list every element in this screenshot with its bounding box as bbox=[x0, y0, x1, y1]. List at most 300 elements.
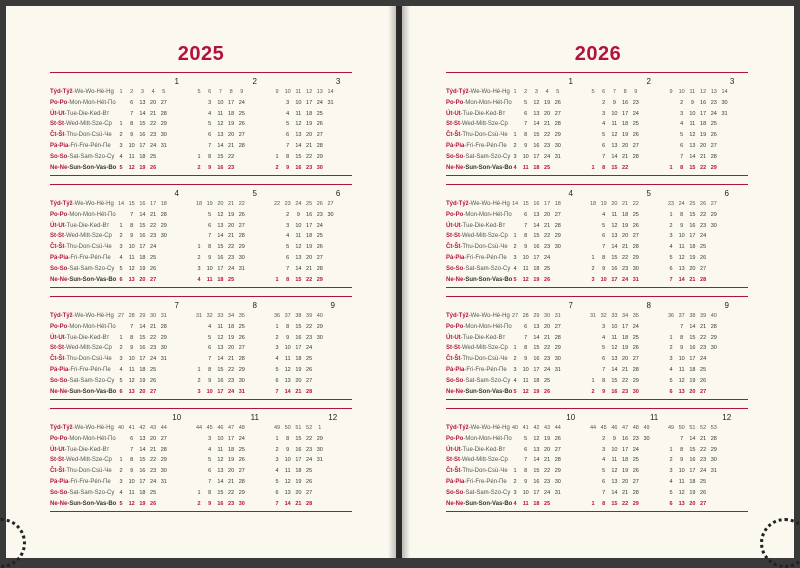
day-number: 4 bbox=[208, 110, 212, 117]
day-number: 1 bbox=[513, 468, 517, 475]
day-number: 17 bbox=[622, 446, 629, 453]
row-label-prefix: St-St bbox=[446, 121, 460, 128]
row-label-rest: -Mon-Mon-Hét-По bbox=[463, 435, 512, 442]
day-number: 3 bbox=[513, 489, 517, 496]
week-number: 34 bbox=[228, 313, 235, 319]
day-number: 12 bbox=[533, 99, 540, 106]
row-label bbox=[50, 255, 111, 261]
day-number: 24 bbox=[700, 356, 707, 363]
left-page bbox=[6, 6, 396, 558]
day-number: 7 bbox=[286, 265, 290, 272]
day-number: 8 bbox=[208, 367, 212, 373]
row-label-rest: -We-Wo-Hé-Hg bbox=[468, 313, 510, 319]
week-number: 22 bbox=[632, 201, 639, 207]
day-number: 11 bbox=[522, 377, 529, 384]
month-number: 9 bbox=[724, 301, 729, 310]
day-number: 23 bbox=[632, 435, 639, 442]
week-number: 25 bbox=[306, 201, 313, 207]
day-number: 3 bbox=[591, 276, 595, 283]
row-label-prefix: Pá-Pia bbox=[446, 255, 465, 261]
month-number: 8 bbox=[646, 301, 651, 310]
day-number: 6 bbox=[524, 110, 528, 117]
day-number: 26 bbox=[700, 377, 707, 384]
day-number: 19 bbox=[139, 164, 146, 171]
day-number: 11 bbox=[611, 457, 618, 464]
day-number: 30 bbox=[643, 435, 650, 442]
day-number: 12 bbox=[295, 244, 302, 251]
day-number: 21 bbox=[622, 153, 629, 160]
day-number: 4 bbox=[119, 255, 123, 261]
day-number: 21 bbox=[700, 153, 707, 160]
day-number: 11 bbox=[128, 489, 135, 496]
day-number: 13 bbox=[611, 143, 618, 149]
day-number: 21 bbox=[306, 265, 313, 272]
month-number: 12 bbox=[328, 413, 338, 422]
day-number: 16 bbox=[689, 345, 696, 352]
day-number: 20 bbox=[689, 388, 696, 395]
day-number: 7 bbox=[130, 446, 134, 453]
week-number: 33 bbox=[611, 313, 618, 319]
day-number: 9 bbox=[602, 265, 606, 272]
row-label-rest: -Fri-Fre-Pén-Пe bbox=[68, 367, 111, 373]
day-number: 6 bbox=[602, 479, 606, 485]
day-number: 19 bbox=[622, 222, 629, 229]
day-number: 15 bbox=[217, 153, 224, 160]
day-number: 2 bbox=[513, 143, 517, 149]
day-number: 3 bbox=[602, 323, 606, 330]
day-number: 28 bbox=[710, 323, 717, 330]
day-number: 17 bbox=[306, 222, 313, 229]
row-label bbox=[50, 367, 111, 373]
day-number: 15 bbox=[139, 121, 146, 128]
day-number: 10 bbox=[611, 110, 618, 117]
year-title-2026: 2026 bbox=[574, 43, 622, 65]
day-number: 24 bbox=[544, 255, 551, 261]
day-number: 29 bbox=[238, 367, 245, 373]
day-number: 6 bbox=[524, 323, 528, 330]
row-label-rest: -Wed-Mitt-Sze-Cp bbox=[64, 233, 112, 240]
row-label bbox=[446, 277, 512, 283]
row-label-rest: -Sun-Son-Vas-Bo bbox=[463, 388, 513, 395]
row-label bbox=[446, 255, 507, 261]
row-label-prefix: Čt-Št bbox=[446, 356, 461, 363]
day-number: 23 bbox=[622, 388, 629, 395]
day-number: 7 bbox=[524, 222, 528, 229]
day-number: 19 bbox=[533, 388, 540, 395]
day-number: 7 bbox=[602, 153, 606, 160]
row-label-rest: -Tue-Die-Ked-Bт bbox=[460, 222, 506, 229]
row-label bbox=[446, 436, 512, 442]
day-number: 19 bbox=[689, 377, 696, 384]
day-number: 8 bbox=[286, 276, 290, 283]
day-number: 17 bbox=[611, 276, 618, 283]
week-number: 20 bbox=[611, 201, 618, 207]
day-number: 6 bbox=[275, 377, 279, 384]
day-number: 17 bbox=[139, 479, 146, 485]
day-number: 7 bbox=[524, 334, 528, 341]
day-number: 29 bbox=[316, 435, 323, 442]
day-number: 29 bbox=[160, 121, 167, 128]
day-number: 8 bbox=[680, 334, 684, 341]
row-label bbox=[446, 324, 512, 330]
day-number: 22 bbox=[306, 435, 313, 442]
day-number: 23 bbox=[228, 255, 235, 261]
day-number: 13 bbox=[611, 479, 618, 485]
day-number: 19 bbox=[622, 468, 629, 475]
day-number: 16 bbox=[689, 457, 696, 464]
row-label-prefix: Po-Po bbox=[50, 323, 68, 330]
day-number: 31 bbox=[238, 388, 245, 395]
day-number: 6 bbox=[275, 489, 279, 496]
day-number: 28 bbox=[160, 110, 167, 117]
day-number: 10 bbox=[128, 143, 135, 149]
day-number: 29 bbox=[632, 255, 639, 261]
day-number: 30 bbox=[238, 500, 245, 507]
day-number: 3 bbox=[669, 468, 673, 475]
row-label bbox=[446, 143, 507, 149]
day-number: 7 bbox=[286, 143, 290, 149]
day-number: 24 bbox=[238, 99, 245, 106]
day-number: 5 bbox=[602, 132, 606, 139]
day-number: 23 bbox=[306, 446, 313, 453]
day-number: 14 bbox=[139, 446, 146, 453]
week-number: 9 bbox=[669, 89, 673, 95]
day-number: 20 bbox=[228, 222, 235, 229]
row-label-rest: -Fri-Fre-Pén-Пe bbox=[68, 143, 111, 149]
row-label-rest: -Mon-Mon-Hét-По bbox=[463, 211, 512, 218]
day-number: 4 bbox=[513, 164, 517, 171]
day-number: 21 bbox=[544, 457, 551, 464]
month-number: 1 bbox=[174, 77, 179, 86]
day-number: 22 bbox=[306, 276, 313, 283]
row-label-prefix: Ne-Ne bbox=[446, 276, 464, 283]
day-number: 4 bbox=[669, 479, 673, 485]
day-number: 26 bbox=[238, 121, 245, 128]
week-number: 39 bbox=[306, 313, 313, 319]
row-label bbox=[446, 367, 507, 373]
day-number: 5 bbox=[208, 211, 212, 218]
day-number: 16 bbox=[217, 377, 224, 384]
day-number: 22 bbox=[306, 153, 313, 160]
row-label bbox=[446, 132, 508, 138]
day-number: 3 bbox=[669, 356, 673, 363]
row-label bbox=[446, 501, 512, 507]
block-bottom-rule bbox=[446, 511, 748, 512]
day-number: 30 bbox=[554, 244, 561, 251]
day-number: 28 bbox=[160, 446, 167, 453]
week-number: 25 bbox=[689, 201, 696, 207]
week-number: 43 bbox=[150, 425, 157, 431]
day-number: 7 bbox=[680, 153, 684, 160]
week-number: 3 bbox=[534, 89, 538, 95]
row-label-rest: -Tue-Die-Ked-Bт bbox=[64, 334, 110, 341]
day-number: 1 bbox=[197, 489, 201, 496]
day-number: 22 bbox=[150, 121, 157, 128]
week-number: 42 bbox=[139, 425, 146, 431]
day-number: 20 bbox=[544, 211, 551, 218]
day-number: 23 bbox=[228, 377, 235, 384]
day-number: 23 bbox=[700, 222, 707, 229]
row-label bbox=[50, 121, 112, 127]
day-number: 23 bbox=[700, 457, 707, 464]
day-number: 22 bbox=[228, 367, 235, 373]
week-number: 13 bbox=[710, 89, 717, 95]
day-number: 9 bbox=[286, 446, 290, 453]
block-top-rule bbox=[50, 72, 352, 73]
day-number: 27 bbox=[316, 255, 323, 261]
row-label bbox=[50, 89, 114, 95]
day-number: 11 bbox=[128, 367, 135, 373]
day-number: 1 bbox=[591, 500, 595, 507]
day-number: 11 bbox=[128, 153, 135, 160]
day-number: 23 bbox=[150, 345, 157, 352]
week-number: 14 bbox=[117, 201, 125, 207]
day-number: 29 bbox=[160, 222, 167, 229]
day-number: 30 bbox=[554, 143, 561, 149]
day-number: 10 bbox=[678, 468, 685, 475]
row-label bbox=[50, 457, 112, 463]
row-label bbox=[50, 468, 112, 474]
row-label-rest: -Wed-Mitt-Sze-Cp bbox=[460, 233, 508, 240]
week-number: 38 bbox=[295, 313, 302, 319]
day-number: 7 bbox=[208, 356, 212, 363]
row-label-rest: -Wed-Mitt-Sze-Cp bbox=[460, 457, 508, 464]
day-number: 5 bbox=[602, 345, 606, 352]
row-label-rest: -Fri-Fre-Pén-Пe bbox=[464, 367, 507, 373]
day-number: 18 bbox=[228, 110, 235, 117]
day-number: 27 bbox=[700, 500, 707, 507]
week-number: 32 bbox=[600, 313, 607, 319]
day-number: 24 bbox=[632, 323, 639, 330]
day-number: 3 bbox=[602, 110, 606, 117]
day-number: 7 bbox=[524, 457, 528, 464]
week-number: 9 bbox=[240, 89, 244, 95]
day-number: 6 bbox=[602, 356, 606, 363]
row-label-rest: -Tue-Die-Ked-Bт bbox=[460, 110, 506, 117]
row-label-prefix: Čt-Št bbox=[446, 468, 461, 475]
day-number: 5 bbox=[208, 334, 212, 341]
week-number: 5 bbox=[556, 89, 560, 95]
block-top-rule bbox=[50, 408, 352, 409]
week-number: 35 bbox=[238, 313, 245, 319]
block-bottom-rule bbox=[50, 511, 352, 512]
week-number: 14 bbox=[511, 201, 519, 207]
row-label bbox=[446, 425, 510, 431]
day-number: 25 bbox=[228, 276, 235, 283]
row-label bbox=[446, 457, 508, 463]
day-number: 24 bbox=[544, 367, 551, 373]
row-label-rest: -Sun-Son-Vas-Bo bbox=[67, 276, 117, 283]
week-number: 10 bbox=[284, 89, 291, 95]
day-number: 27 bbox=[554, 110, 561, 117]
month-number: 3 bbox=[729, 77, 735, 86]
week-number: 44 bbox=[195, 425, 203, 431]
week-number: 4 bbox=[151, 89, 155, 95]
day-number: 10 bbox=[678, 356, 685, 363]
day-number: 3 bbox=[275, 457, 279, 464]
day-number: 13 bbox=[678, 500, 685, 507]
day-number: 22 bbox=[700, 446, 707, 453]
day-number: 18 bbox=[139, 367, 146, 373]
day-number: 2 bbox=[197, 500, 201, 507]
row-label bbox=[50, 479, 111, 485]
day-number: 23 bbox=[150, 132, 157, 139]
block-bottom-rule bbox=[446, 175, 748, 176]
day-number: 15 bbox=[611, 255, 618, 261]
week-number: 39 bbox=[700, 313, 707, 319]
week-number: 43 bbox=[544, 425, 551, 431]
row-label-rest: -Thu-Don-Csü-Чe bbox=[64, 244, 112, 251]
day-number: 27 bbox=[554, 211, 561, 218]
day-number: 17 bbox=[533, 153, 540, 160]
row-label bbox=[446, 233, 508, 239]
row-label-rest: -We-Wo-Hé-Hg bbox=[72, 313, 114, 319]
row-label bbox=[50, 425, 114, 431]
day-number: 26 bbox=[306, 367, 313, 373]
row-label-prefix: Čt-Št bbox=[50, 468, 65, 475]
row-label bbox=[446, 490, 510, 496]
day-number: 2 bbox=[602, 435, 606, 442]
day-number: 1 bbox=[119, 457, 123, 464]
day-number: 30 bbox=[160, 345, 167, 352]
row-label-prefix: Po-Po bbox=[50, 435, 68, 442]
week-number: 41 bbox=[128, 425, 135, 431]
row-label bbox=[50, 447, 109, 453]
day-number: 21 bbox=[228, 143, 235, 149]
month-number: 4 bbox=[174, 189, 179, 198]
row-label-prefix: Po-Po bbox=[446, 211, 464, 218]
day-number: 28 bbox=[554, 121, 561, 128]
week-number: 44 bbox=[589, 425, 597, 431]
day-number: 26 bbox=[150, 265, 157, 272]
day-number: 19 bbox=[306, 244, 313, 251]
row-label-prefix: So-So bbox=[446, 489, 464, 496]
day-number: 24 bbox=[632, 446, 639, 453]
week-number: 12 bbox=[700, 89, 707, 95]
day-number: 6 bbox=[130, 99, 134, 106]
row-label bbox=[446, 389, 512, 395]
day-number: 25 bbox=[544, 500, 551, 507]
week-number: 18 bbox=[195, 201, 203, 207]
day-number: 28 bbox=[238, 356, 245, 363]
day-number: 31 bbox=[554, 489, 561, 496]
day-number: 28 bbox=[238, 143, 245, 149]
week-number: 50 bbox=[284, 425, 291, 431]
day-number: 29 bbox=[554, 345, 561, 352]
day-number: 8 bbox=[680, 446, 684, 453]
row-label bbox=[446, 244, 508, 250]
day-number: 25 bbox=[544, 164, 551, 171]
day-number: 28 bbox=[554, 222, 561, 229]
day-number: 4 bbox=[669, 244, 673, 251]
row-label-rest: -Wed-Mitt-Sze-Cp bbox=[64, 457, 112, 464]
day-number: 18 bbox=[700, 121, 707, 128]
row-label-rest: -We-Wo-Hé-Hg bbox=[468, 425, 510, 431]
day-number: 13 bbox=[284, 377, 291, 384]
week-number: 19 bbox=[206, 201, 213, 207]
day-number: 26 bbox=[150, 377, 157, 384]
day-number: 16 bbox=[295, 446, 302, 453]
week-number: 40 bbox=[710, 313, 717, 319]
day-number: 29 bbox=[710, 446, 717, 453]
day-number: 11 bbox=[611, 121, 618, 128]
day-number: 12 bbox=[678, 489, 685, 496]
week-number: 1 bbox=[318, 425, 322, 431]
day-number: 2 bbox=[119, 132, 123, 139]
day-number: 20 bbox=[295, 489, 302, 496]
week-number: 36 bbox=[667, 313, 675, 319]
day-number: 24 bbox=[316, 222, 323, 229]
day-number: 11 bbox=[522, 164, 529, 171]
day-number: 27 bbox=[632, 143, 639, 149]
row-label-rest: -Tue-Die-Ked-Bт bbox=[64, 446, 110, 453]
row-label-prefix: Út-Ut bbox=[446, 222, 461, 229]
day-number: 20 bbox=[689, 500, 696, 507]
day-number: 10 bbox=[295, 222, 302, 229]
day-number: 16 bbox=[533, 356, 540, 363]
day-number: 3 bbox=[119, 143, 123, 149]
day-number: 17 bbox=[217, 388, 224, 395]
day-number: 12 bbox=[689, 132, 696, 139]
day-number: 15 bbox=[611, 500, 618, 507]
row-label-rest: -Sat-Sam-Szo-Cy bbox=[463, 153, 511, 160]
row-label-rest: -Thu-Don-Csü-Чe bbox=[460, 468, 508, 475]
day-number: 4 bbox=[208, 446, 212, 453]
month-number: 10 bbox=[172, 413, 182, 422]
day-number: 31 bbox=[160, 143, 167, 149]
week-number: 52 bbox=[306, 425, 313, 431]
day-number: 7 bbox=[602, 489, 606, 496]
day-number: 11 bbox=[678, 479, 685, 485]
day-number: 20 bbox=[689, 265, 696, 272]
day-number: 21 bbox=[228, 233, 235, 240]
day-number: 30 bbox=[632, 388, 639, 395]
row-label-prefix: Út-Ut bbox=[446, 110, 461, 117]
day-number: 23 bbox=[700, 345, 707, 352]
day-number: 11 bbox=[284, 356, 291, 363]
day-number: 26 bbox=[150, 164, 157, 171]
day-number: 14 bbox=[139, 110, 146, 117]
day-number: 9 bbox=[130, 468, 134, 475]
day-number: 8 bbox=[524, 132, 528, 139]
day-number: 9 bbox=[208, 164, 212, 171]
day-number: 5 bbox=[208, 457, 212, 464]
right-page bbox=[402, 6, 794, 558]
week-number: 42 bbox=[533, 425, 540, 431]
day-number: 21 bbox=[622, 489, 629, 496]
day-number: 23 bbox=[544, 244, 551, 251]
day-number: 8 bbox=[524, 345, 528, 352]
day-number: 25 bbox=[316, 233, 323, 240]
day-number: 28 bbox=[632, 489, 639, 496]
row-label-prefix: Pá-Pia bbox=[50, 255, 69, 261]
day-number: 25 bbox=[544, 377, 551, 384]
day-number: 12 bbox=[678, 377, 685, 384]
week-number: 9 bbox=[275, 89, 279, 95]
day-number: 16 bbox=[295, 164, 302, 171]
day-number: 24 bbox=[238, 435, 245, 442]
day-number: 28 bbox=[316, 143, 323, 149]
day-number: 25 bbox=[700, 367, 707, 373]
day-number: 16 bbox=[700, 99, 707, 106]
week-number: 7 bbox=[218, 89, 222, 95]
day-number: 9 bbox=[286, 164, 290, 171]
day-number: 1 bbox=[591, 377, 595, 384]
row-label-rest: -Tue-Die-Ked-Bт bbox=[460, 446, 506, 453]
day-number: 21 bbox=[228, 479, 235, 485]
row-label-prefix: Pá-Pia bbox=[50, 143, 69, 149]
day-number: 23 bbox=[228, 164, 235, 171]
